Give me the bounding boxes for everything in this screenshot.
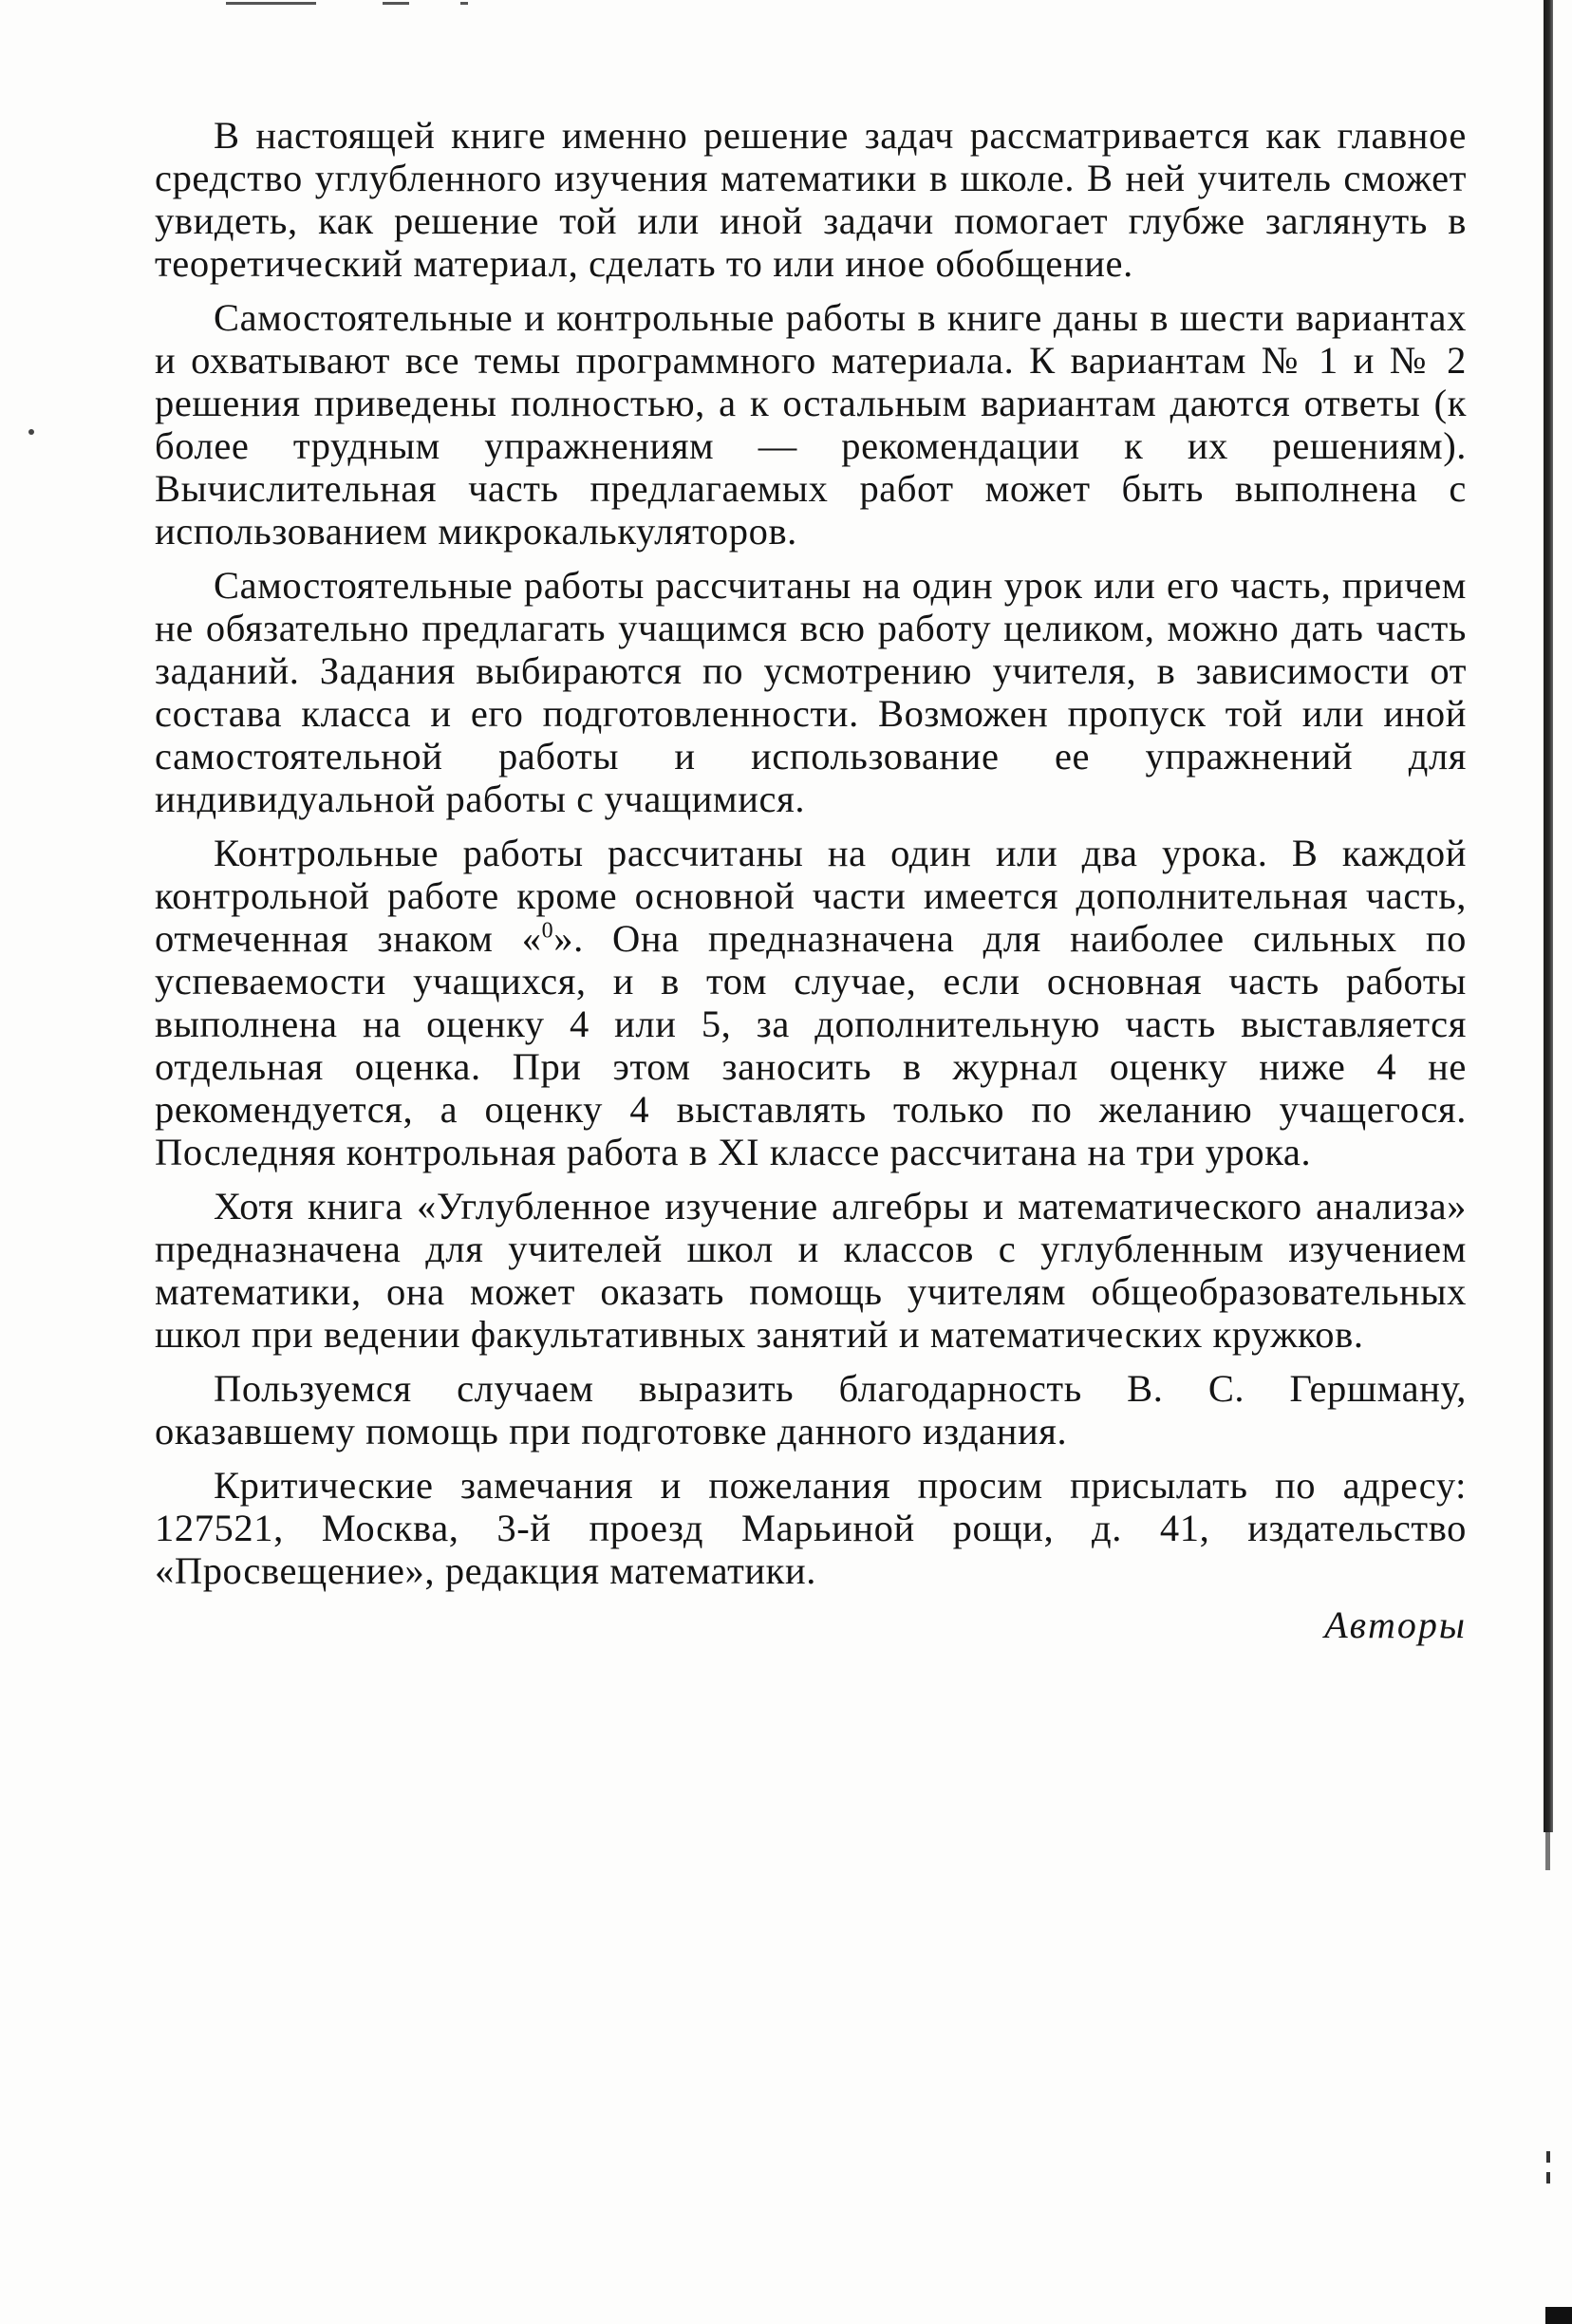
paragraph-3: Самостоятельные работы рассчитаны на один урок или его часть, причем не обязательно предлагать учащимся всю работу целиком, можно дать часть заданий. Задания выбираются по усмотрению учителя, в зависимости от состава класса и его подготовленности. Возможен пропуск той или иной самостоятельной работы и использование ее упражнений для индивидуальной работы с учащимися. — [155, 564, 1467, 820]
edge-speck — [1546, 2151, 1550, 2163]
degree-mark: 0 — [541, 918, 554, 944]
paragraph-4-end: ». Она предназначена для наиболее сильных по успеваемости учащихся, и в том случае, если основная часть работы выполнена на оценку 4 или 5, за дополнительную часть выставляется отдельная оценка. При этом заносить в журнал оценку ниже 4 не рекомендуется, а оценку 4 выставлять только по желанию учащегося. Последняя контрольная работа в XI классе рассчитана на три урока. — [155, 917, 1467, 1173]
top-rule — [226, 2, 316, 5]
paragraph-2: Самостоятельные и контрольные работы в книге даны в шести вариантах и охватывают все темы программного материала. К вариантам № 1 и № 2 решения приведены полностью, а к остальным вариантам даются ответы (к более трудным упражнениям — рекомендации к их решениям). Вычислительная часть предлагаемых работ может быть выполнена с использованием микрокалькуляторов. — [155, 296, 1467, 553]
edge-speck — [1546, 2172, 1550, 2183]
top-rule — [460, 2, 468, 5]
corner-speck — [1545, 2307, 1572, 2324]
page-edge-shadow — [1544, 0, 1553, 1832]
paragraph-4 — [155, 832, 1467, 1173]
stray-dot — [28, 429, 34, 435]
signature: Авторы — [1324, 1603, 1467, 1646]
paragraph-6: Пользуемся случаем выразить благодарность В. С. Гершману, оказавшему помощь при подготовке данного издания. — [155, 1367, 1467, 1452]
paragraph-1: В настоящей книге именно решение задач рассматривается как главное средство углубленного изучения математики в школе. В ней учитель сможет увидеть, как решение той или иной задачи помогает глубже заглянуть в теоретический материал, сделать то или иное обобщение. — [155, 114, 1467, 285]
paragraph-7: Критические замечания и пожелания просим присылать по адресу: 127521, Москва, 3-й проезд Марьиной рощи, д. 41, издательство «Просвещение», редакция математики. — [155, 1464, 1467, 1592]
top-rule — [383, 2, 409, 5]
body-text — [155, 114, 1467, 1646]
paragraph-4-start: Контрольные работы рассчитаны на один или два урока. В каждой контрольной работе кроме основной части имеется дополнительная часть, отмеченная знаком « — [155, 832, 1467, 960]
page-edge-shadow-tail — [1545, 1832, 1550, 1870]
paragraph-5: Хотя книга «Углубленное изучение алгебры и математического анализа» предназначена для учителей школ и классов с углубленным изучением математики, она может оказать помощь учителям общеобразовательных школ при ведении факультативных занятий и математических кружков. — [155, 1185, 1467, 1356]
